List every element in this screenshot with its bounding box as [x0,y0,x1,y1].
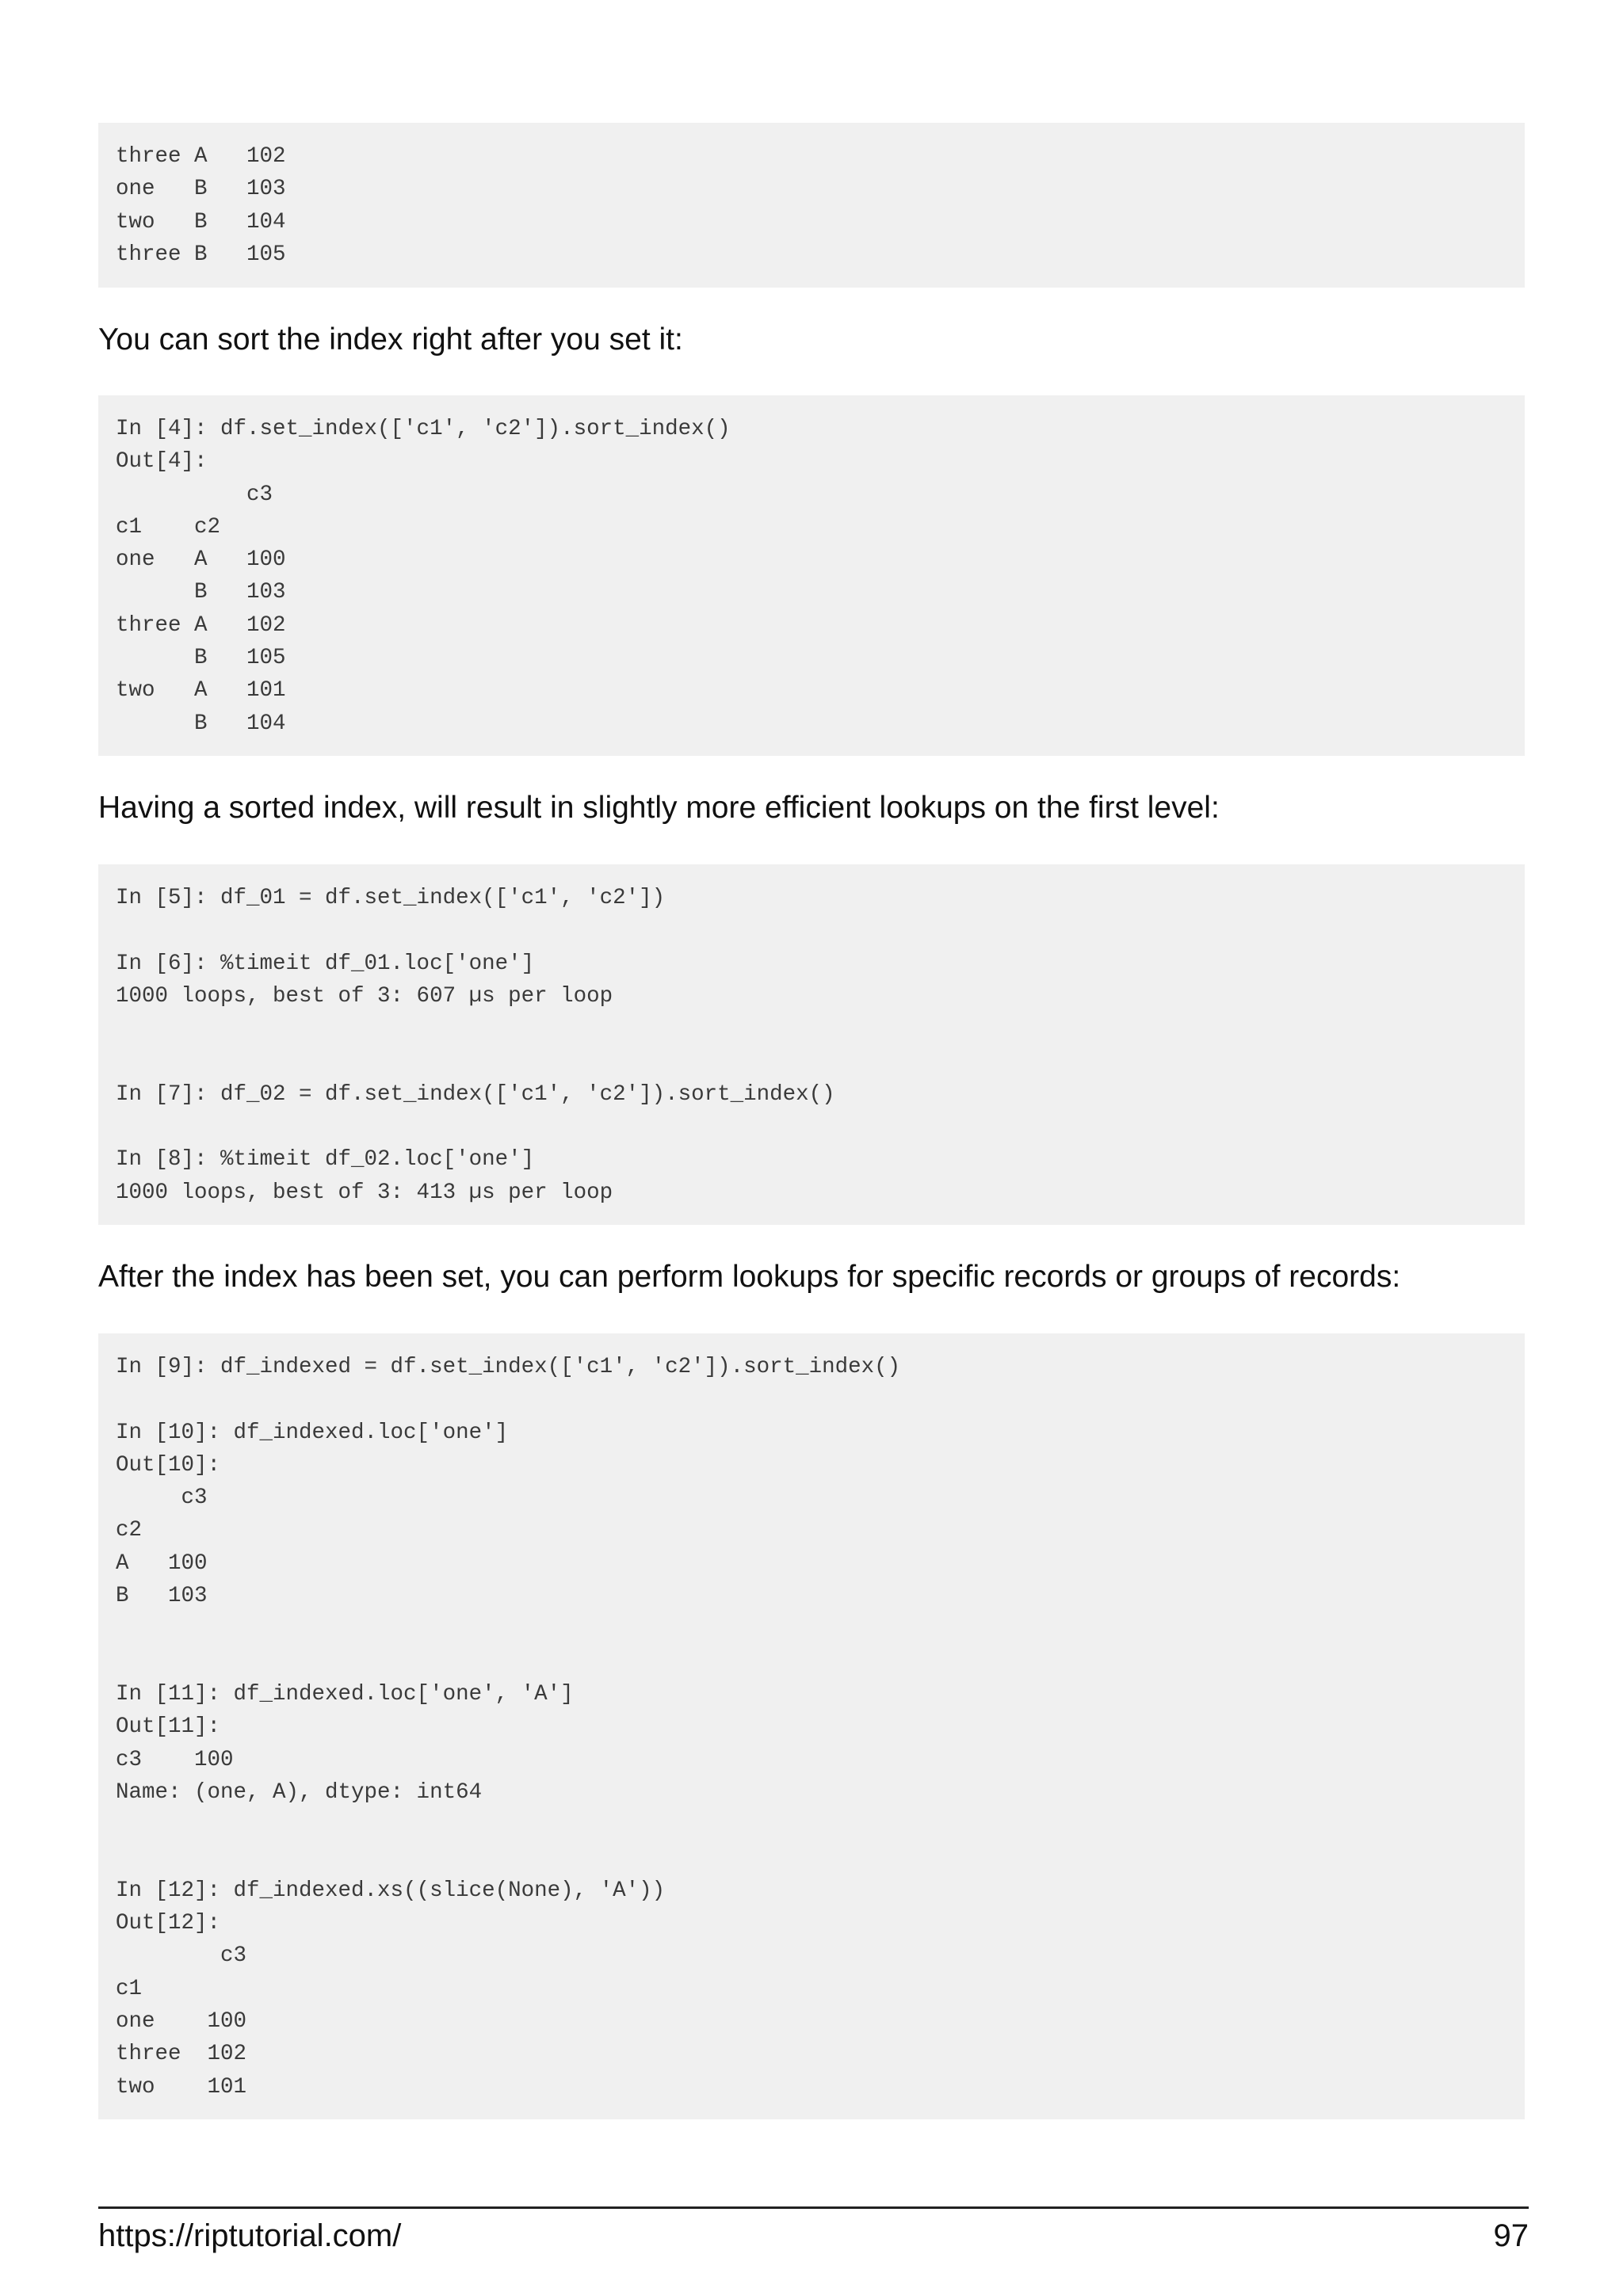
paragraph-sorted-lookups: Having a sorted index, will result in slightly more efficient lookups on the first level: [98,791,1220,825]
code-block-timeit: In [5]: df_01 = df.set_index(['c1', 'c2']) In [6]: %timeit df_01.loc['one'] 1000 loops, best of 3: 607 µs per loop In [7]: df_02 = df.set_index(['c1', 'c2']).sort_index() In [8]: %timeit df_02.loc['one'] 1000 loops, best of 3: 413 µs per loop [98,864,1525,1225]
code-block-indexed-lookups: In [9]: df_indexed = df.set_index(['c1', 'c2']).sort_index() In [10]: df_indexed.loc['one'] Out[10]: c3 c2 A 100 B 103 In [11]: df_indexed.loc['one', 'A'] Out[11]: c3 100 Name: (one, A), dtype: int64 In [12]: df_indexed.xs((slice(None), 'A')) Out[12]: c3 c1 one 100 three 102 two 101 [98,1333,1525,2119]
code-block-sort-index: In [4]: df.set_index(['c1', 'c2']).sort_index() Out[4]: c3 c1 c2 one A 100 B 103 three A 102 B 105 two A 101 B 104 [98,395,1525,756]
footer-divider [98,2206,1529,2209]
document-page [98,0,1529,2296]
footer-url: https://riptutorial.com/ [98,2218,402,2253]
code-block-output-continued: three A 102 one B 103 two B 104 three B 105 [98,123,1525,288]
paragraph-sort-index: You can sort the index right after you set it: [98,322,683,357]
paragraph-lookups-records: After the index has been set, you can perform lookups for specific records or groups of records: [98,1260,1401,1294]
page-number: 97 [1493,2218,1529,2253]
